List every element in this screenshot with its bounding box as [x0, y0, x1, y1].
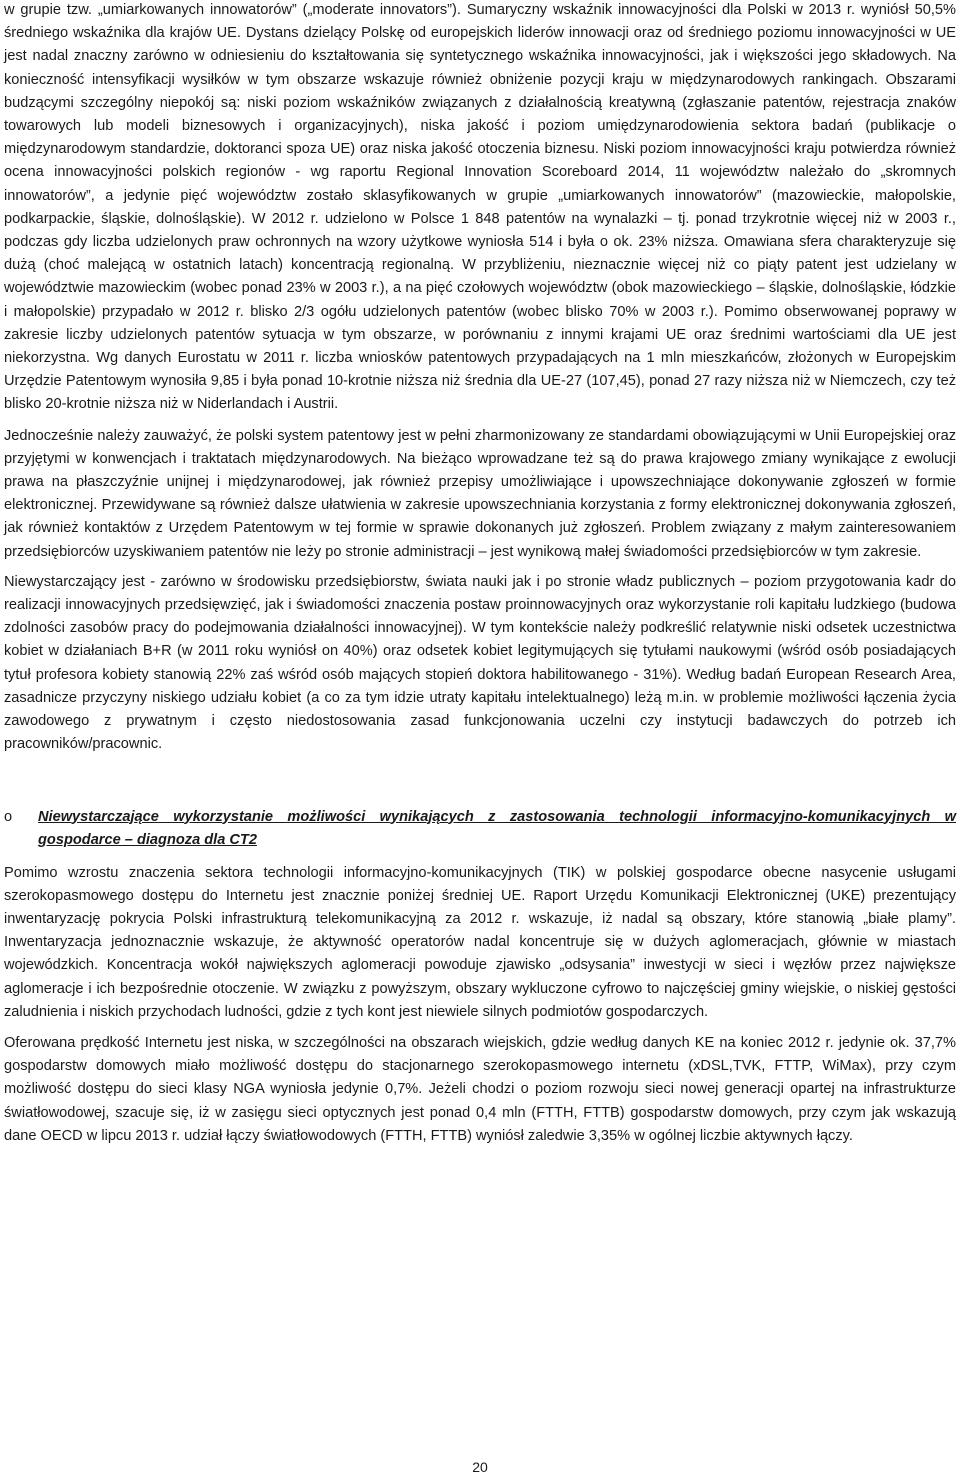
bullet-marker: o	[4, 808, 13, 825]
paragraph-ict-broadband: Pomimo wzrostu znaczenia sektora technologii informacyjno-komunikacyjnych (TIK) w polskiej gospodarce obecne nasycenie usługami szerokopasmowego dostępu do Internetu jest znacznie poniżej średniej UE. Raport Urzędu Komunikacji Elektronicznej (UKE) prezentujący inwentaryzację pokrycia Polski infrastrukturą telekomunikacyjną za 2012 r. wskazuje, iż nadal są obszary, które stanowią „białe plamy”. Inwentaryzacja jednoznacznie wskazuje, że aktywność operatorów nadal koncentruje się w dużych aglomeracjach, głównie w miastach wojewódzkich. Koncentracja wokół największych aglomeracji powoduje zjawisko „odsysania” inwestycji w sieci i węzłów przez największe aglomeracje i ich bezpośrednie otoczenie. W związku z powyższym, obszary wykluczone cyfrowo to najczęściej gminy wiejskie, o niskiej gęstości zaludnienia i niskich przychodach ludności, gdzie z tych kont jest niewiele silnych podmiotów gospodarczych.	[4, 864, 956, 1020]
document-page	[4, 0, 956, 1148]
section-heading-text: Niewystarczające wykorzystanie możliwości wynikających z zastosowania technologii informacyjno-komunikacyjnych w gospodarce – diagnoza dla CT2	[38, 808, 956, 848]
paragraph-human-capital: Niewystarczający jest - zarówno w środowisku przedsiębiorstw, świata nauki jak i po stronie władz publicznych – poziom przygotowania kadr do realizacji innowacyjnych przedsięwzięć, jak i świadomości znaczenia postaw proinnowacyjnych oraz wykorzystanie roli kapitału ludzkiego (budowa zdolności zasobów pracy do podejmowania działalności innowacyjnej). W tym kontekście należy podkreślić relatywnie niski odsetek uczestnictwa kobiet w działaniach B+R (w 2011 roku wyniósł on 40%) oraz odsetek kobiet legitymujących się tytułami naukowymi (wśród osób posiadających tytuł profesora kobiety stanowią 22% zaś wśród osób mających stopień doktora habilitowanego - 31%). Według badań European Research Area, zasadnicze przyczyny niskiego udziału kobiet (a co za tym idzie utraty kapitału intelektualnego) leżą m.in. w problemie możliwości łączenia życia zawodowego z prywatnym i często niedostosowania zasad funkcjonowania uczelni czy instytucji badawczych do potrzeb ich pracowników/pracownic.	[4, 573, 956, 753]
page-number: 20	[472, 1459, 488, 1475]
paragraph-internet-speed: Oferowana prędkość Internetu jest niska, w szczególności na obszarach wiejskich, gdzie według danych KE na koniec 2012 r. jedynie ok. 37,7% gospodarstw domowych miało możliwość dostępu do stacjonarnego szerokopasmowego internetu (xDSL,TVK, FTTP, WiMax), przy czym możliwość dostępu do sieci klasy NGA wyniosła jedynie 0,7%. Jeżeli chodzi o poziom rozwoju sieci nowej generacji opartej na infrastrukturze światłowodowej, szacuje się, iż w zasięgu sieci optycznych jest ponad 0,4 mln (FTTH, FTTB) gospodarstw domowych, przy czym jak wskazują dane OECD w lipcu 2013 r. udział łączy światłowodowych (FTTH, FTTB) wyniósł zaledwie 3,35% w ogólnej liczbie aktywnych łączy.	[4, 1034, 956, 1144]
paragraph-patent-system: Jednocześnie należy zauważyć, że polski system patentowy jest w pełni zharmonizowany ze standardami obowiązującymi w Unii Europejskiej oraz przyjętymi w konwencjach i traktatach międzynarodowych. Na bieżąco wprowadzane też są do prawa krajowego zmiany wynikające z ewolucji prawa na płaszczyźnie unijnej i międzynarodowej, jak również przepisy umożliwiające i upowszechniające dokonywanie zgłoszeń w formie elektronicznej. Przewidywane są również dalsze ułatwienia w zakresie upowszechniania korzystania z formy elektronicznej dokonywania zgłoszeń, jak również kontaktów z Urzędem Patentowym w tej formie w sprawie dokonanych już zgłoszeń. Problem związany z małym zainteresowaniem przedsiębiorców uzyskiwaniem patentów nie leży po stronie administracji – jest wynikową małej świadomości przedsiębiorców w tym zakresie.	[4, 427, 956, 560]
section-heading-ct2	[4, 806, 956, 852]
paragraph-innovation-patents: w grupie tzw. „umiarkowanych innowatorów” („moderate innovators”). Sumaryczny wskaźnik innowacyjności dla Polski w 2013 r. wyniósł 50,5% średniego wskaźnika dla krajów UE. Dystans dzielący Polskę od europejskich liderów innowacji oraz od średniego poziomu innowacyjności w UE jest nadal znaczny zarówno w odniesieniu do kształtowania się syntetycznego wskaźnika innowacyjności, jak i większości jego składowych. Na konieczność intensyfikacji wysiłków w tym obszarze wskazuje również obniżenie pozycji kraju w międzynarodowych rankingach. Obszarami budzącymi szczególny niepokój są: niski poziom wskaźników związanych z działalnością kreatywną (zgłaszanie patentów, rejestracja znaków towarowych lub modeli biznesowych i organizacyjnych), niska jakość i poziom umiędzynarodowienia sektora badań (publikacje o międzynarodowym standardzie, doktoranci spoza UE) oraz niska jakość otoczenia biznesu. Niski poziom innowacyjności kraju potwierdza również ocena innowacyjności polskich regionów - wg raportu Regional Innovation Scoreboard 2014, 11 województw należało do „skromnych innowatorów”, a jedynie pięć województw zostało sklasyfikowanych w grupie „umiarkowanych innowatorów” (mazowieckie, małopolskie, podkarpackie, śląskie, dolnośląskie). W 2012 r. udzielono w Polsce 1 848 patentów na wynalazki – tj. ponad trzykrotnie więcej niż w 2003 r., podczas gdy liczba udzielonych praw ochronnych na wzory użytkowe wyniosła 514 i była o ok. 23% niższa. Omawiana sfera charakteryzuje się dużą (choć malejącą w ostatnich latach) koncentracją regionalną. W przybliżeniu, nieznacznie więcej niż co piąty patent jest udzielany w województwie mazowieckim (wobec ponad 23% w 2003 r.), a na pięć czołowych województw (obok mazowieckiego – śląskie, dolnośląskie, łódzkie i małopolskie) przypadało w 2012 r. blisko 2/3 ogółu udzielonych patentów (wobec blisko 70% w 2003 r.). Pomimo obserwowanej poprawy w zakresie liczby udzielonych patentów sytuacja w tym obszarze, w porównaniu z innymi krajami UE oraz średnimi wartościami dla UE jest niekorzystna. Wg danych Eurostatu w 2011 r. liczba wniosków patentowych przypadających na 1 mln mieszkańców, złożonych w Europejskim Urzędzie Patentowym wynosiła 9,85 i była ponad 10-krotnie niższa niż średnia dla UE-27 (107,45), ponad 27 razy niższa niż w Niemczech, czy też blisko 20-krotnie niższa niż w Niderlandach i Austrii.	[4, 2, 956, 413]
